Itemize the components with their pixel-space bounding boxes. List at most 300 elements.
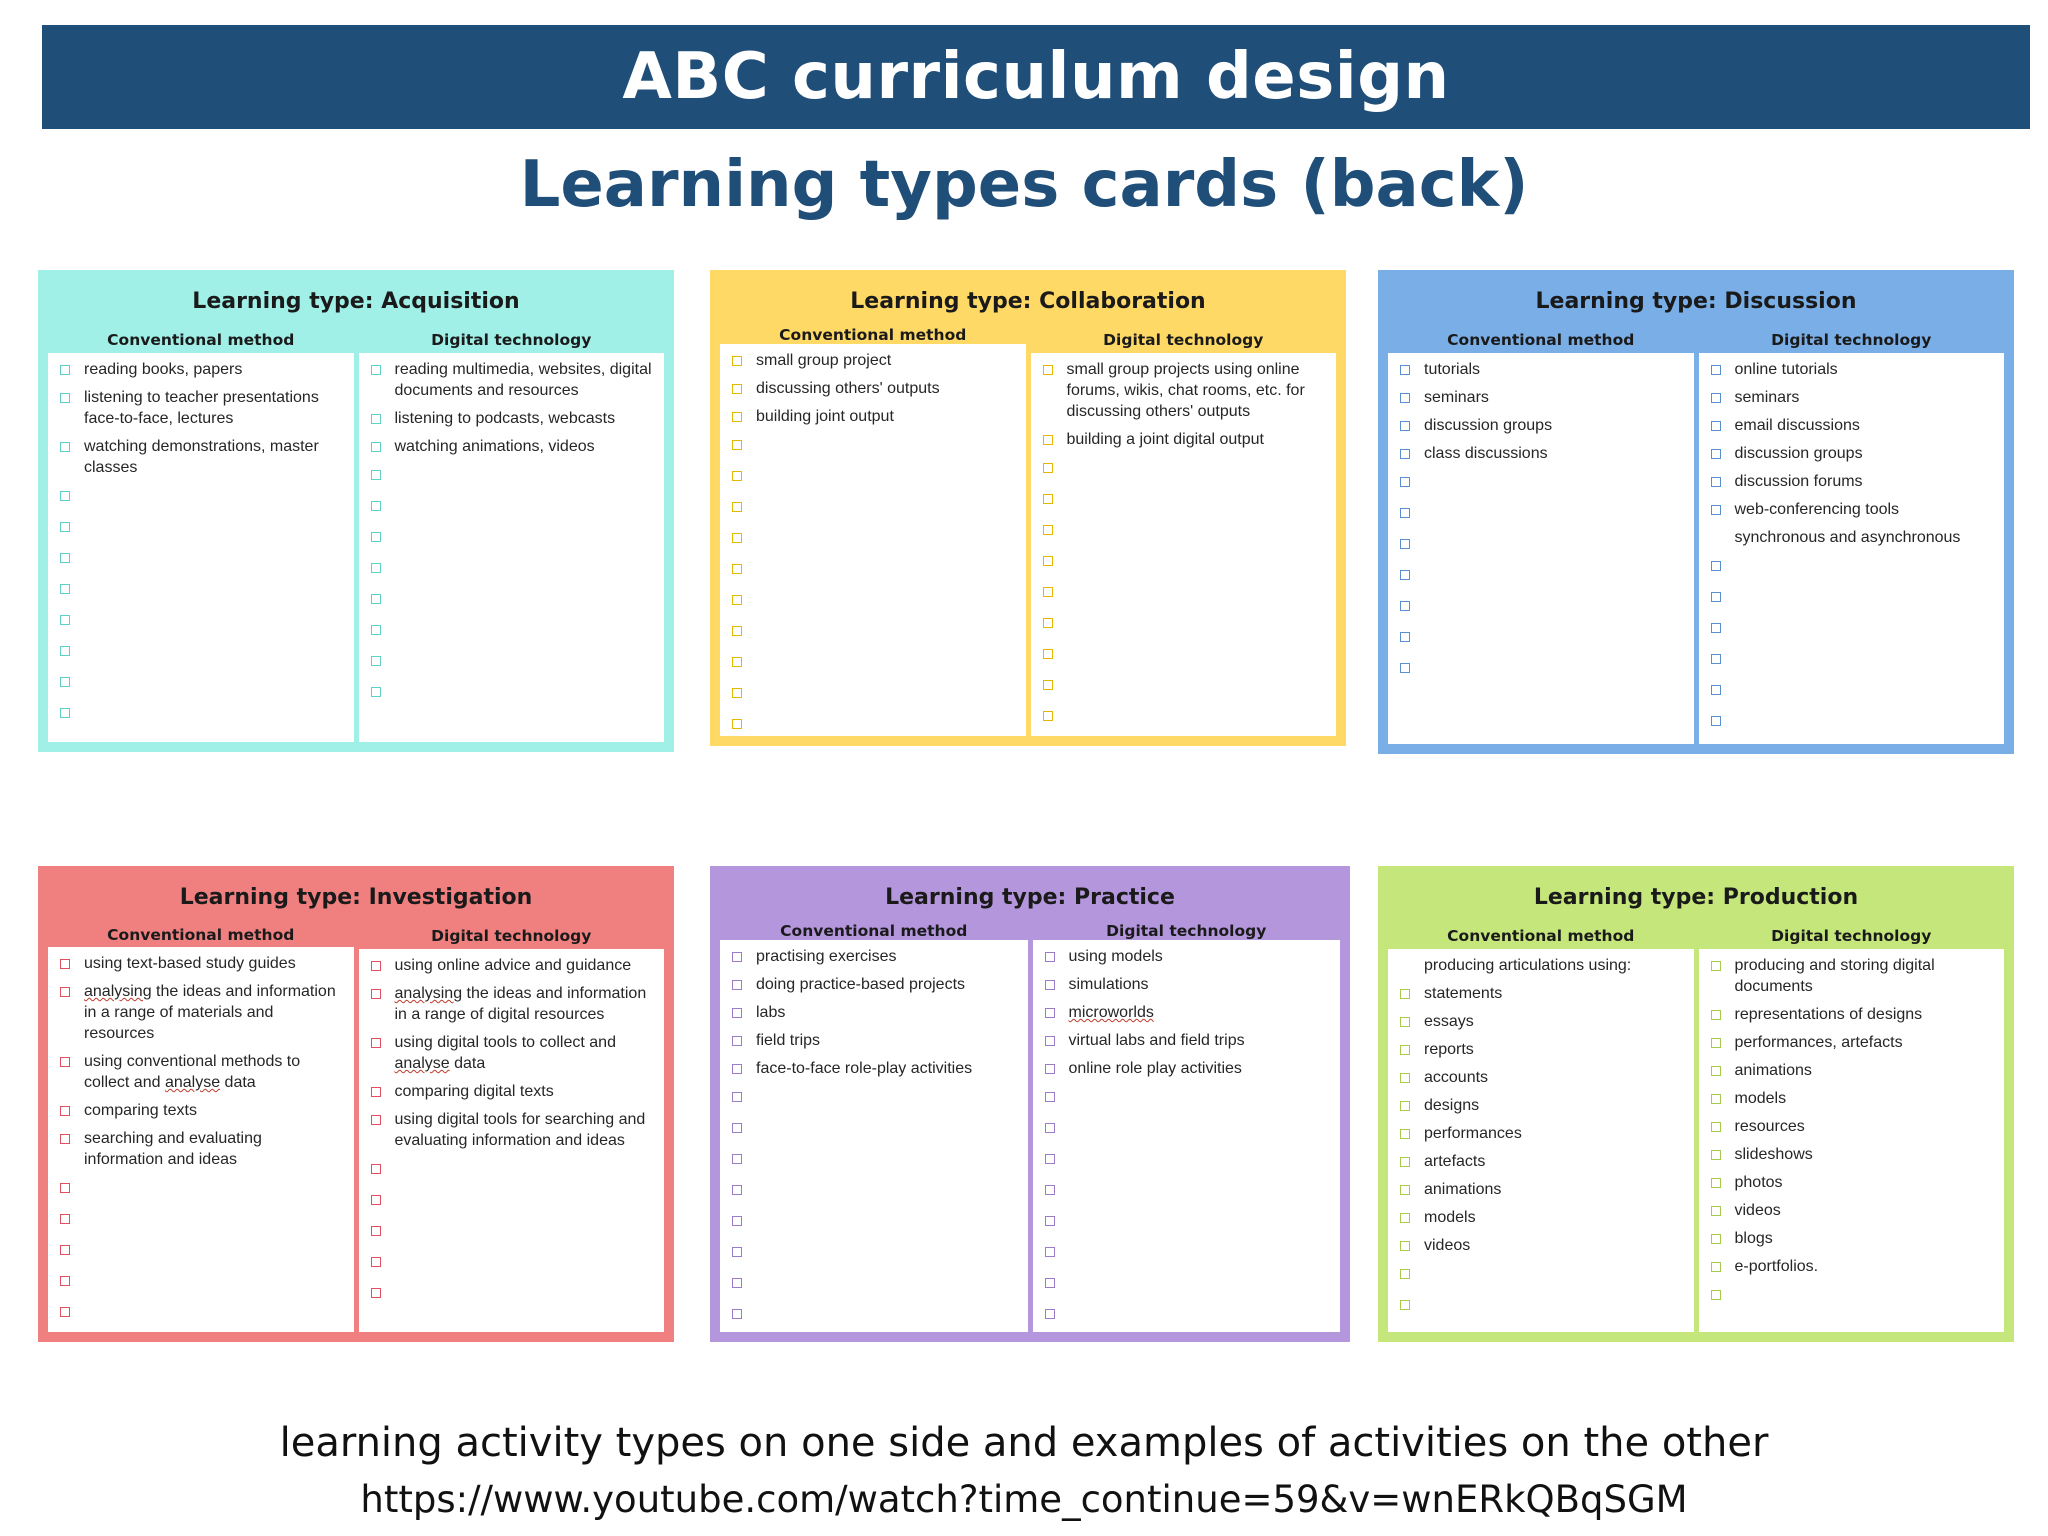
checkbox-square-icon[interactable] xyxy=(1711,1150,1721,1160)
checkbox-square-icon[interactable] xyxy=(1711,1290,1721,1300)
list-item xyxy=(369,464,655,485)
list-item xyxy=(1398,1294,1684,1315)
list-item-text: blogs xyxy=(1734,1230,1773,1247)
list-item xyxy=(1041,359,1327,422)
checkbox-square-icon[interactable] xyxy=(1400,393,1410,403)
checkbox-square-icon[interactable] xyxy=(1043,494,1053,504)
checkbox-square-icon[interactable] xyxy=(60,959,70,969)
checkbox-square-icon[interactable] xyxy=(1043,435,1053,445)
list-item xyxy=(369,983,655,1025)
checkbox-square-icon[interactable] xyxy=(371,1226,381,1236)
card-title: Learning type: Production xyxy=(1533,884,1859,910)
list-item xyxy=(1398,1151,1684,1172)
checkbox-square-icon[interactable] xyxy=(1043,556,1053,566)
checkbox-square-icon[interactable] xyxy=(1711,561,1721,571)
conventional-column-header: Conventional method xyxy=(720,922,1028,940)
checkbox-square-icon[interactable] xyxy=(371,625,381,635)
list-item xyxy=(369,1251,655,1272)
checkbox-square-icon[interactable] xyxy=(371,687,381,697)
checkbox-square-icon[interactable] xyxy=(371,594,381,604)
list-item xyxy=(1043,1030,1331,1051)
checkbox-square-icon[interactable] xyxy=(371,1115,381,1125)
checkbox-square-icon[interactable] xyxy=(1711,477,1721,487)
list-item xyxy=(1398,955,1684,976)
checkbox-square-icon[interactable] xyxy=(1400,989,1410,999)
list-item-text: videos xyxy=(1424,1237,1471,1254)
list-item xyxy=(369,588,655,609)
checkbox-square-icon[interactable] xyxy=(60,1214,70,1224)
list-item-text: building joint output xyxy=(756,408,894,425)
checkbox-square-icon[interactable] xyxy=(1711,1234,1721,1244)
list-item xyxy=(58,578,344,599)
checkbox-square-icon[interactable] xyxy=(1711,365,1721,375)
checkbox-square-icon[interactable] xyxy=(1711,393,1721,403)
list-item xyxy=(1709,679,1995,700)
list-item xyxy=(1041,674,1327,695)
checkbox-square-icon[interactable] xyxy=(1711,421,1721,431)
checkbox-square-icon[interactable] xyxy=(732,1309,742,1319)
checkbox-square-icon[interactable] xyxy=(60,1057,70,1067)
list-item xyxy=(1398,1207,1684,1228)
checkbox-square-icon[interactable] xyxy=(371,1288,381,1298)
checkbox-square-icon[interactable] xyxy=(60,365,70,375)
checkbox-square-icon[interactable] xyxy=(371,1038,381,1048)
checkbox-square-icon[interactable] xyxy=(1400,570,1410,580)
conventional-column xyxy=(1388,922,1699,1332)
checkbox-square-icon[interactable] xyxy=(1043,711,1053,721)
checkbox-square-icon[interactable] xyxy=(1400,601,1410,611)
checkbox-square-icon[interactable] xyxy=(371,1087,381,1097)
list-item xyxy=(58,1239,344,1260)
list-item xyxy=(58,1051,344,1093)
list-item xyxy=(1709,1032,1995,1053)
checkbox-square-icon[interactable] xyxy=(60,522,70,532)
checkbox-square-icon[interactable] xyxy=(1400,539,1410,549)
list-item xyxy=(1398,533,1684,554)
list-item xyxy=(1041,488,1327,509)
checkbox-square-icon[interactable] xyxy=(732,657,742,667)
conventional-list xyxy=(720,946,1028,1334)
list-item-text: discussion groups xyxy=(1424,417,1553,434)
list-item-text: watching demonstrations, master classes xyxy=(84,438,319,476)
checkbox-square-icon[interactable] xyxy=(1400,1045,1410,1055)
digital-list xyxy=(359,359,665,712)
card-production xyxy=(1378,866,2014,1342)
list-item-text: listening to podcasts, webcasts xyxy=(394,410,616,427)
list-item xyxy=(58,436,344,478)
checkbox-square-icon[interactable] xyxy=(1045,952,1055,962)
checkbox-square-icon[interactable] xyxy=(371,442,381,452)
checkbox-square-icon[interactable] xyxy=(371,1195,381,1205)
list-item-text: artefacts xyxy=(1424,1153,1486,1170)
list-item-text: virtual labs and field trips xyxy=(1068,1032,1245,1049)
list-item xyxy=(730,713,1016,734)
list-item xyxy=(1398,415,1684,436)
checkbox-square-icon[interactable] xyxy=(732,626,742,636)
list-item xyxy=(1709,1004,1995,1025)
checkbox-square-icon[interactable] xyxy=(1400,1157,1410,1167)
checkbox-square-icon[interactable] xyxy=(1045,1309,1055,1319)
list-item-text: reading multimedia, websites, digital documents and resources xyxy=(394,361,652,399)
checkbox-square-icon[interactable] xyxy=(1711,505,1721,515)
checkbox-square-icon[interactable] xyxy=(1043,463,1053,473)
checkbox-square-icon[interactable] xyxy=(732,412,742,422)
list-item-text: online role play activities xyxy=(1068,1060,1242,1077)
checkbox-square-icon[interactable] xyxy=(1043,618,1053,628)
list-item-text: reports xyxy=(1424,1041,1474,1058)
conventional-column xyxy=(48,922,359,1332)
checkbox-square-icon[interactable] xyxy=(1400,1269,1410,1279)
checkbox-square-icon[interactable] xyxy=(1400,632,1410,642)
checkbox-square-icon[interactable] xyxy=(60,987,70,997)
list-item xyxy=(58,981,344,1044)
checkbox-square-icon[interactable] xyxy=(732,384,742,394)
digital-column xyxy=(1031,326,1337,736)
list-item xyxy=(1041,612,1327,633)
checkbox-square-icon[interactable] xyxy=(60,491,70,501)
card-title: Learning type: Practice xyxy=(885,884,1175,910)
checkbox-square-icon[interactable] xyxy=(732,1036,742,1046)
list-item xyxy=(730,496,1016,517)
checkbox-square-icon[interactable] xyxy=(371,961,381,971)
checkbox-square-icon[interactable] xyxy=(1043,525,1053,535)
card-investigation xyxy=(38,866,674,1342)
checkbox-square-icon[interactable] xyxy=(1400,663,1410,673)
checkbox-square-icon[interactable] xyxy=(371,414,381,424)
checkbox-square-icon[interactable] xyxy=(60,1245,70,1255)
list-item-text: resources xyxy=(1734,1118,1805,1135)
list-item xyxy=(730,434,1016,455)
conventional-list xyxy=(1388,955,1694,1325)
checkbox-square-icon[interactable] xyxy=(1711,961,1721,971)
card-columns xyxy=(48,326,664,742)
list-item xyxy=(1041,643,1327,664)
list-item xyxy=(58,1128,344,1170)
conventional-column xyxy=(48,326,359,742)
list-item-text: using text-based study guides xyxy=(84,955,296,972)
card-collaboration xyxy=(710,270,1346,746)
list-item xyxy=(1043,1303,1331,1324)
checkbox-square-icon[interactable] xyxy=(1711,1038,1721,1048)
list-item xyxy=(369,681,655,702)
list-item xyxy=(730,465,1016,486)
digital-column xyxy=(359,922,665,1332)
checkbox-square-icon[interactable] xyxy=(1400,1185,1410,1195)
card-title: Learning type: Acquisition xyxy=(192,288,520,314)
conventional-column-header: Conventional method xyxy=(1388,922,1694,949)
checkbox-square-icon[interactable] xyxy=(732,1154,742,1164)
list-item xyxy=(369,650,655,671)
list-item xyxy=(730,350,1016,371)
checkbox-square-icon[interactable] xyxy=(1400,1017,1410,1027)
checkbox-square-icon[interactable] xyxy=(732,1247,742,1257)
checkbox-square-icon[interactable] xyxy=(1711,685,1721,695)
list-item-text: animations xyxy=(1424,1181,1502,1198)
list-item-text: labs xyxy=(756,1004,786,1021)
list-item-text: searching and evaluating information and ideas xyxy=(84,1130,262,1168)
checkbox-square-icon[interactable] xyxy=(1400,1129,1410,1139)
conventional-list xyxy=(1388,359,1694,688)
checkbox-square-icon[interactable] xyxy=(1045,980,1055,990)
checkbox-square-icon[interactable] xyxy=(732,1123,742,1133)
list-item-text: building a joint digital output xyxy=(1066,431,1264,448)
list-item xyxy=(730,1002,1018,1023)
list-item-text: seminars xyxy=(1734,389,1800,406)
list-item xyxy=(1398,1095,1684,1116)
checkbox-square-icon[interactable] xyxy=(371,1257,381,1267)
checkbox-square-icon[interactable] xyxy=(60,584,70,594)
checkbox-square-icon[interactable] xyxy=(1043,680,1053,690)
checkbox-square-icon[interactable] xyxy=(732,533,742,543)
list-item-text: essays xyxy=(1424,1013,1474,1030)
list-item xyxy=(58,516,344,537)
list-item xyxy=(730,1241,1018,1262)
card-columns xyxy=(1388,326,2004,744)
list-item xyxy=(1043,1272,1331,1293)
checkbox-square-icon[interactable] xyxy=(732,356,742,366)
list-item-text: online tutorials xyxy=(1734,361,1838,378)
list-item xyxy=(58,1208,344,1229)
checkbox-square-icon[interactable] xyxy=(60,1134,70,1144)
list-item xyxy=(1041,705,1327,726)
list-item-text: class discussions xyxy=(1424,445,1548,462)
checkbox-square-icon[interactable] xyxy=(371,563,381,573)
list-item xyxy=(58,1100,344,1121)
checkbox-square-icon[interactable] xyxy=(1711,449,1721,459)
list-item xyxy=(1709,1088,1995,1109)
checkbox-square-icon[interactable] xyxy=(732,980,742,990)
list-item-text: microworlds xyxy=(1068,1004,1154,1021)
list-item xyxy=(1398,657,1684,678)
checkbox-square-icon[interactable] xyxy=(732,1064,742,1074)
digital-list xyxy=(1031,359,1337,736)
list-item xyxy=(1709,617,1995,638)
digital-column-header: Digital technology xyxy=(1699,922,2005,949)
checkbox-square-icon[interactable] xyxy=(1045,1123,1055,1133)
checkbox-square-icon[interactable] xyxy=(1400,1213,1410,1223)
list-item-text: discussing others' outputs xyxy=(756,380,940,397)
checkbox-square-icon[interactable] xyxy=(1711,1010,1721,1020)
list-item-text: producing and storing digital documents xyxy=(1734,957,1935,995)
checkbox-square-icon[interactable] xyxy=(732,564,742,574)
checkbox-square-icon[interactable] xyxy=(732,1092,742,1102)
checkbox-square-icon[interactable] xyxy=(1043,649,1053,659)
checkbox-square-icon[interactable] xyxy=(60,646,70,656)
list-item xyxy=(369,436,655,457)
list-item xyxy=(369,557,655,578)
checkbox-square-icon[interactable] xyxy=(1711,623,1721,633)
list-item-text: doing practice-based projects xyxy=(756,976,966,993)
checkbox-square-icon[interactable] xyxy=(60,1183,70,1193)
checkbox-square-icon[interactable] xyxy=(1400,365,1410,375)
checkbox-square-icon[interactable] xyxy=(732,719,742,729)
conventional-column-header: Conventional method xyxy=(48,326,354,353)
list-item-text: statements xyxy=(1424,985,1503,1002)
list-item xyxy=(1398,595,1684,616)
list-item xyxy=(369,526,655,547)
list-item xyxy=(369,1282,655,1303)
checkbox-square-icon[interactable] xyxy=(1711,1094,1721,1104)
list-item xyxy=(369,359,655,401)
list-item xyxy=(1709,1060,1995,1081)
card-acquisition xyxy=(38,270,674,752)
list-item-text: designs xyxy=(1424,1097,1480,1114)
checkbox-square-icon[interactable] xyxy=(1711,592,1721,602)
checkbox-square-icon[interactable] xyxy=(1711,1122,1721,1132)
checkbox-square-icon[interactable] xyxy=(732,440,742,450)
list-item-text: reading books, papers xyxy=(84,361,243,378)
checkbox-square-icon[interactable] xyxy=(732,502,742,512)
list-item-text: listening to teacher presentations face-to-face, lectures xyxy=(84,389,319,427)
list-item-text: photos xyxy=(1734,1174,1783,1191)
checkbox-square-icon[interactable] xyxy=(1045,1092,1055,1102)
list-item xyxy=(1709,499,1995,520)
list-item-text: using digital tools for searching and evaluating information and ideas xyxy=(394,1111,646,1149)
list-item xyxy=(1398,626,1684,647)
list-item-text: e-portfolios. xyxy=(1734,1258,1819,1275)
checkbox-square-icon[interactable] xyxy=(1045,1185,1055,1195)
checkbox-square-icon[interactable] xyxy=(732,1216,742,1226)
checkbox-square-icon[interactable] xyxy=(1045,1247,1055,1257)
checkbox-square-icon[interactable] xyxy=(1400,1241,1410,1251)
checkbox-square-icon[interactable] xyxy=(371,365,381,375)
digital-column-header: Digital technology xyxy=(1033,922,1341,940)
checkbox-square-icon[interactable] xyxy=(1711,1178,1721,1188)
list-item xyxy=(58,953,344,974)
list-item xyxy=(730,378,1016,399)
checkbox-square-icon[interactable] xyxy=(1400,508,1410,518)
checkbox-square-icon[interactable] xyxy=(371,989,381,999)
list-item xyxy=(1709,955,1995,997)
checkbox-square-icon[interactable] xyxy=(371,1164,381,1174)
list-item xyxy=(1709,710,1995,731)
card-title: Learning type: Collaboration xyxy=(850,288,1206,314)
conventional-list xyxy=(48,953,354,1332)
checkbox-square-icon[interactable] xyxy=(371,470,381,480)
list-item xyxy=(1709,1116,1995,1137)
list-item xyxy=(730,1086,1018,1107)
checkbox-square-icon[interactable] xyxy=(732,1185,742,1195)
checkbox-square-icon[interactable] xyxy=(60,708,70,718)
list-item xyxy=(369,408,655,429)
list-item xyxy=(730,974,1018,995)
list-item xyxy=(1398,1067,1684,1088)
checkbox-square-icon[interactable] xyxy=(1045,1154,1055,1164)
list-item-text: models xyxy=(1734,1090,1787,1107)
checkbox-square-icon[interactable] xyxy=(1400,421,1410,431)
checkbox-square-icon[interactable] xyxy=(1043,365,1053,375)
list-item-text: face-to-face role-play activities xyxy=(756,1060,973,1077)
list-item xyxy=(369,1109,655,1151)
list-item xyxy=(1709,1228,1995,1249)
list-item xyxy=(1398,359,1684,380)
checkbox-square-icon[interactable] xyxy=(1711,716,1721,726)
checkbox-square-icon[interactable] xyxy=(1045,1008,1055,1018)
checkbox-square-icon[interactable] xyxy=(1711,1066,1721,1076)
checkbox-square-icon[interactable] xyxy=(371,532,381,542)
list-item-text: email discussions xyxy=(1734,417,1860,434)
list-item xyxy=(1398,1179,1684,1200)
list-item-text: performances, artefacts xyxy=(1734,1034,1903,1051)
card-practice xyxy=(710,866,1350,1342)
list-item-text: using digital tools to collect and analyse data xyxy=(394,1034,616,1072)
checkbox-square-icon[interactable] xyxy=(371,656,381,666)
list-item-text: synchronous and asynchronous xyxy=(1734,529,1961,546)
list-item xyxy=(58,547,344,568)
list-item xyxy=(1709,1144,1995,1165)
list-item xyxy=(730,1058,1018,1079)
digital-column xyxy=(1699,922,2005,1332)
digital-list xyxy=(1699,955,2005,1315)
list-item-text: discussion groups xyxy=(1734,445,1863,462)
checkbox-square-icon[interactable] xyxy=(1045,1278,1055,1288)
checkbox-square-icon[interactable] xyxy=(732,1278,742,1288)
checkbox-square-icon[interactable] xyxy=(1711,654,1721,664)
checkbox-square-icon[interactable] xyxy=(732,595,742,605)
checkbox-square-icon[interactable] xyxy=(60,677,70,687)
card-title: Learning type: Investigation xyxy=(179,884,533,910)
list-item-text: small group projects using online forums, wikis, chat rooms, etc. for discussing others' outputs xyxy=(1066,361,1305,420)
list-item xyxy=(58,702,344,723)
list-item-text: comparing digital texts xyxy=(394,1083,554,1100)
checkbox-square-icon[interactable] xyxy=(732,688,742,698)
list-item xyxy=(369,1158,655,1179)
checkbox-square-icon[interactable] xyxy=(60,1276,70,1286)
checkbox-square-icon[interactable] xyxy=(1045,1064,1055,1074)
list-item xyxy=(1709,586,1995,607)
checkbox-square-icon[interactable] xyxy=(1400,449,1410,459)
checkbox-square-icon[interactable] xyxy=(1711,1206,1721,1216)
list-item xyxy=(1043,974,1331,995)
list-item xyxy=(1043,1058,1331,1079)
checkbox-square-icon[interactable] xyxy=(60,1106,70,1116)
checkbox-square-icon[interactable] xyxy=(1043,587,1053,597)
list-item xyxy=(1398,471,1684,492)
list-item xyxy=(1043,1179,1331,1200)
list-item xyxy=(58,1301,344,1322)
checkbox-square-icon[interactable] xyxy=(1400,1101,1410,1111)
checkbox-square-icon[interactable] xyxy=(1400,477,1410,487)
card-columns xyxy=(720,922,1340,1332)
checkbox-square-icon[interactable] xyxy=(60,442,70,452)
checkbox-square-icon[interactable] xyxy=(371,501,381,511)
list-item-text: discussion forums xyxy=(1734,473,1863,490)
list-item-text: videos xyxy=(1734,1202,1781,1219)
checkbox-square-icon[interactable] xyxy=(1045,1036,1055,1046)
checkbox-square-icon[interactable] xyxy=(60,393,70,403)
checkbox-square-icon[interactable] xyxy=(1400,1073,1410,1083)
checkbox-square-icon[interactable] xyxy=(1711,1262,1721,1272)
checkbox-square-icon[interactable] xyxy=(732,471,742,481)
list-item xyxy=(58,1270,344,1291)
list-item xyxy=(1709,555,1995,576)
checkbox-square-icon[interactable] xyxy=(732,1008,742,1018)
list-item-text: web-conferencing tools xyxy=(1734,501,1900,518)
checkbox-square-icon[interactable] xyxy=(60,1307,70,1317)
checkbox-square-icon[interactable] xyxy=(60,553,70,563)
list-item xyxy=(1043,1086,1331,1107)
footer-link[interactable]: https://www.youtube.com/watch?time_continue=59&v=wnERkQBqSGM xyxy=(360,1478,1688,1521)
checkbox-square-icon[interactable] xyxy=(60,615,70,625)
list-item xyxy=(58,671,344,692)
list-item-text: comparing texts xyxy=(84,1102,197,1119)
checkbox-square-icon[interactable] xyxy=(1045,1216,1055,1226)
list-item xyxy=(730,1030,1018,1051)
checkbox-square-icon[interactable] xyxy=(732,952,742,962)
checkbox-square-icon[interactable] xyxy=(1400,1300,1410,1310)
conventional-column-header: Conventional method xyxy=(1388,326,1694,353)
list-item xyxy=(1709,471,1995,492)
